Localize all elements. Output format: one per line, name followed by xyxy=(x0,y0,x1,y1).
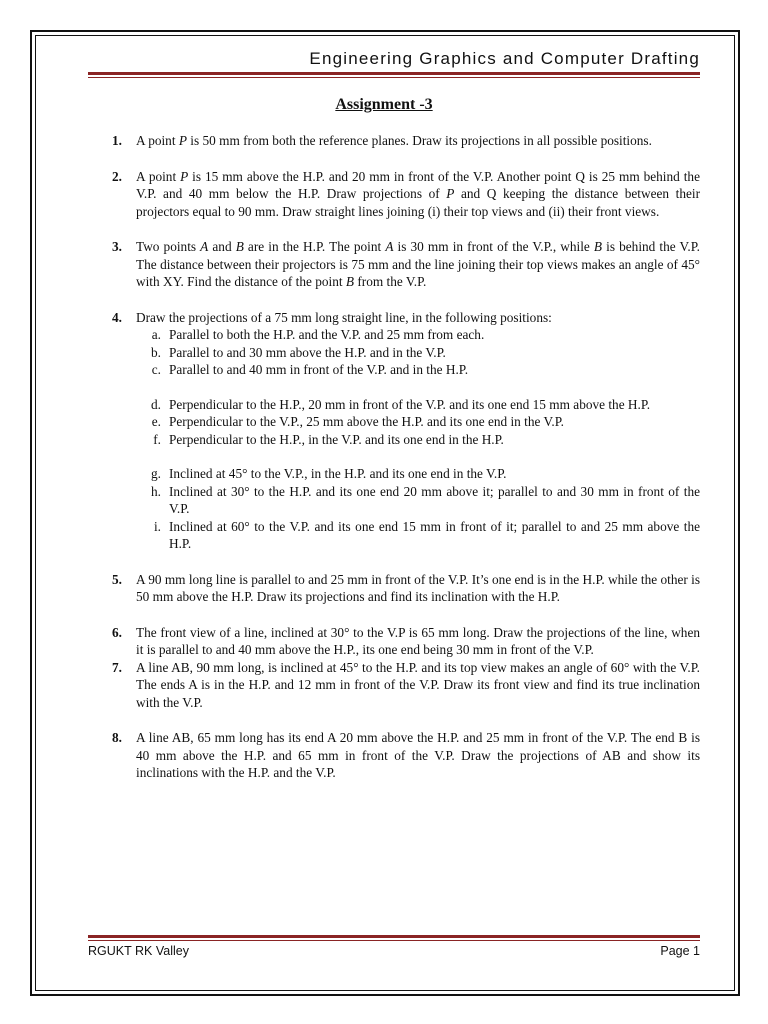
question-text: The front view of a line, inclined at 30° to the V.P is 65 mm long. Draw the projections of the line, when it is parallel to and 40 mm above the H.P., its one end being 30 mm in front of the V.P. xyxy=(136,624,700,657)
question-number: 6. xyxy=(112,624,122,640)
question-4 xyxy=(112,309,700,553)
sub-item-i: i. Inclined at 60° to the V.P. and its one end 15 mm in front of it; parallel to and 25 mm above the H.P. xyxy=(153,518,700,551)
question-5 xyxy=(112,571,700,606)
assignment-title: Assignment -3 xyxy=(335,96,433,113)
footer-rule-thin xyxy=(88,940,700,941)
sub-item-c: c. Parallel to and 40 mm in front of the V.P. and in the H.P. xyxy=(151,362,469,377)
question-text: A line AB, 65 mm long has its end A 20 mm above the H.P. and 25 mm in front of the V.P. The end B is 40 mm above the H.P. and 65 mm in front of the V.P. Draw the projections of AB and show its inclinations with the H.P. and the V.P. xyxy=(136,730,700,780)
sub-item-g: g. Inclined at 45° to the V.P., in the H.P. and its one end in the V.P. xyxy=(151,466,507,481)
question-3 xyxy=(112,238,700,291)
question-number: 8. xyxy=(112,730,122,745)
question-text: A point P is 50 mm from both the reference planes. Draw its projections in all possible positions. xyxy=(136,133,652,148)
sub-item-a: a. Parallel to both the H.P. and the V.P. and 25 mm from each. xyxy=(151,327,485,342)
question-text: A line AB, 90 mm long, is inclined at 45° to the H.P. and its top view makes an angle of 60° with the V.P. The ends A is in the H.P. and 12 mm in front of the V.P. Draw its front view and find its true inclination with the V.P. xyxy=(136,659,700,710)
sub-item-f: f. Perpendicular to the H.P., in the V.P. and its one end in the H.P. xyxy=(153,431,504,447)
header-rule-thick xyxy=(88,72,700,75)
question-text: A 90 mm long line is parallel to and 25 mm in front of the V.P. It’s one end is in the H.P. while the other is 50 mm above the H.P. Draw its projections and find its inclination with the H.P. xyxy=(136,571,700,604)
question-number: 3. xyxy=(112,239,122,254)
header-title: Engineering Graphics and Computer Drafting xyxy=(309,49,700,68)
question-text: A point P is 15 mm above the H.P. and 20 mm in front of the V.P. Another point Q is 25 mm behind the V.P. and 40 mm below the H.P. Draw projections of P and Q keeping the distance between their projectors equal to 90 mm. Draw straight lines joining (i) their top views and (ii) their front views. xyxy=(136,168,700,219)
footer-institution: RGUKT RK Valley xyxy=(88,944,189,958)
question-8 xyxy=(112,729,700,782)
question-7 xyxy=(112,659,700,712)
sub-item-e: e. Perpendicular to the V.P., 25 mm above the H.P. and its one end in the V.P. xyxy=(151,414,564,429)
footer-rule-thick xyxy=(88,935,700,938)
question-number: 7. xyxy=(112,659,122,675)
page-number: Page 1 xyxy=(660,944,700,958)
question-number: 4. xyxy=(112,309,122,325)
question-number: 1. xyxy=(112,133,122,148)
question-list xyxy=(112,132,700,800)
question-text: Draw the projections of a 75 mm long straight line, in the following positions: xyxy=(136,309,552,325)
header-rule-thin xyxy=(88,77,700,78)
sub-item-d: d. Perpendicular to the H.P., 20 mm in front of the V.P. and its one end 15 mm above the H.P. xyxy=(151,396,651,412)
sub-item-b: b. Parallel to and 30 mm above the H.P. and in the V.P. xyxy=(151,344,446,360)
question-2 xyxy=(112,168,700,221)
sub-item-h: h. Inclined at 30° to the H.P. and its one end 20 mm above it; parallel to and 30 mm in front of the V.P. xyxy=(151,483,700,516)
question-6 xyxy=(112,624,700,659)
question-1 xyxy=(112,132,700,150)
question-number: 5. xyxy=(112,571,122,587)
question-text: Two points A and B are in the H.P. The point A is 30 mm in front of the V.P., while B is behind the V.P. The distance between their projectors is 75 mm and the line joining their top views makes an angle of 45° with XY. Find the distance of the point B from the V.P. xyxy=(136,239,700,289)
question-number: 2. xyxy=(112,168,122,184)
